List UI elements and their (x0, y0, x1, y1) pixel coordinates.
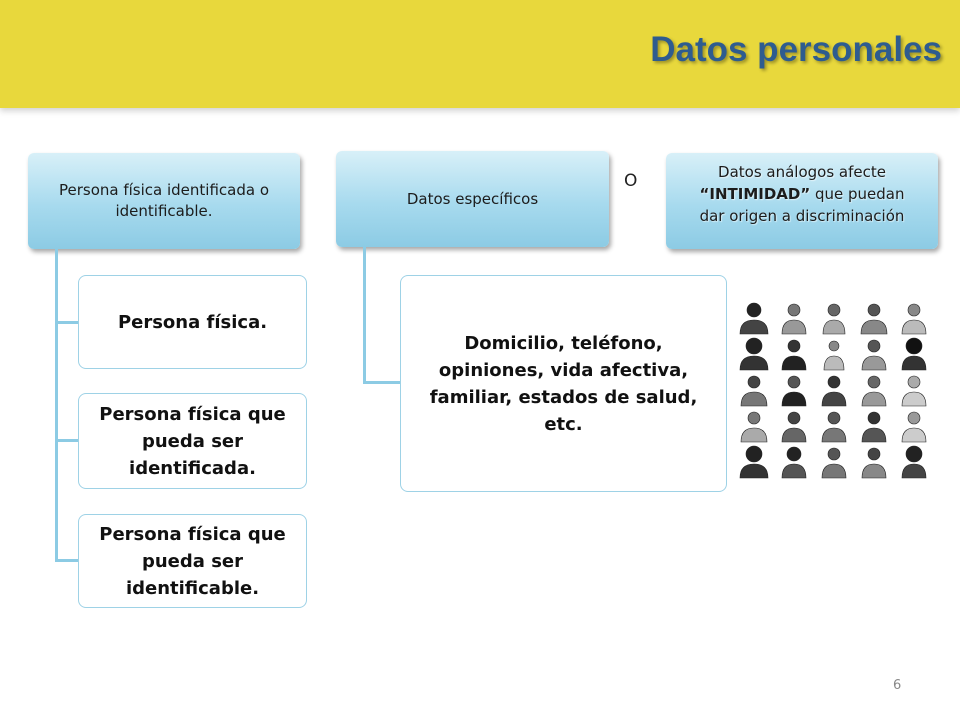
people-portraits-icon (734, 300, 934, 484)
right-branch-header (666, 153, 938, 249)
left-item-card: Persona física. (78, 275, 307, 369)
middle-branch-connector (363, 247, 366, 384)
left-item-card: Persona física que pueda ser identificable. (78, 514, 307, 608)
left-item-card: Persona física que pueda ser identificada. (78, 393, 307, 489)
left-branch-header: Persona física identificada o identificable. (28, 153, 300, 249)
left-branch-connector (55, 249, 58, 561)
right-header-line2: que puedan (810, 185, 905, 203)
left-connector-tick (55, 559, 78, 562)
middle-connector-tick (363, 381, 400, 384)
middle-branch-header: Datos específicos (336, 151, 609, 247)
slide-title: Datos personales (650, 30, 942, 69)
left-connector-tick (55, 439, 78, 442)
right-header-line1: Datos análogos afecte (718, 163, 886, 181)
right-header-intimidad: “INTIMIDAD” (699, 185, 811, 203)
right-header-line3: dar origen a discriminación (699, 207, 905, 225)
page-number: 6 (893, 678, 902, 693)
or-label: O (624, 171, 638, 191)
middle-item-card: Domicilio, teléfono, opiniones, vida afectiva, familiar, estados de salud, etc. (400, 275, 727, 492)
left-connector-tick (55, 321, 78, 324)
